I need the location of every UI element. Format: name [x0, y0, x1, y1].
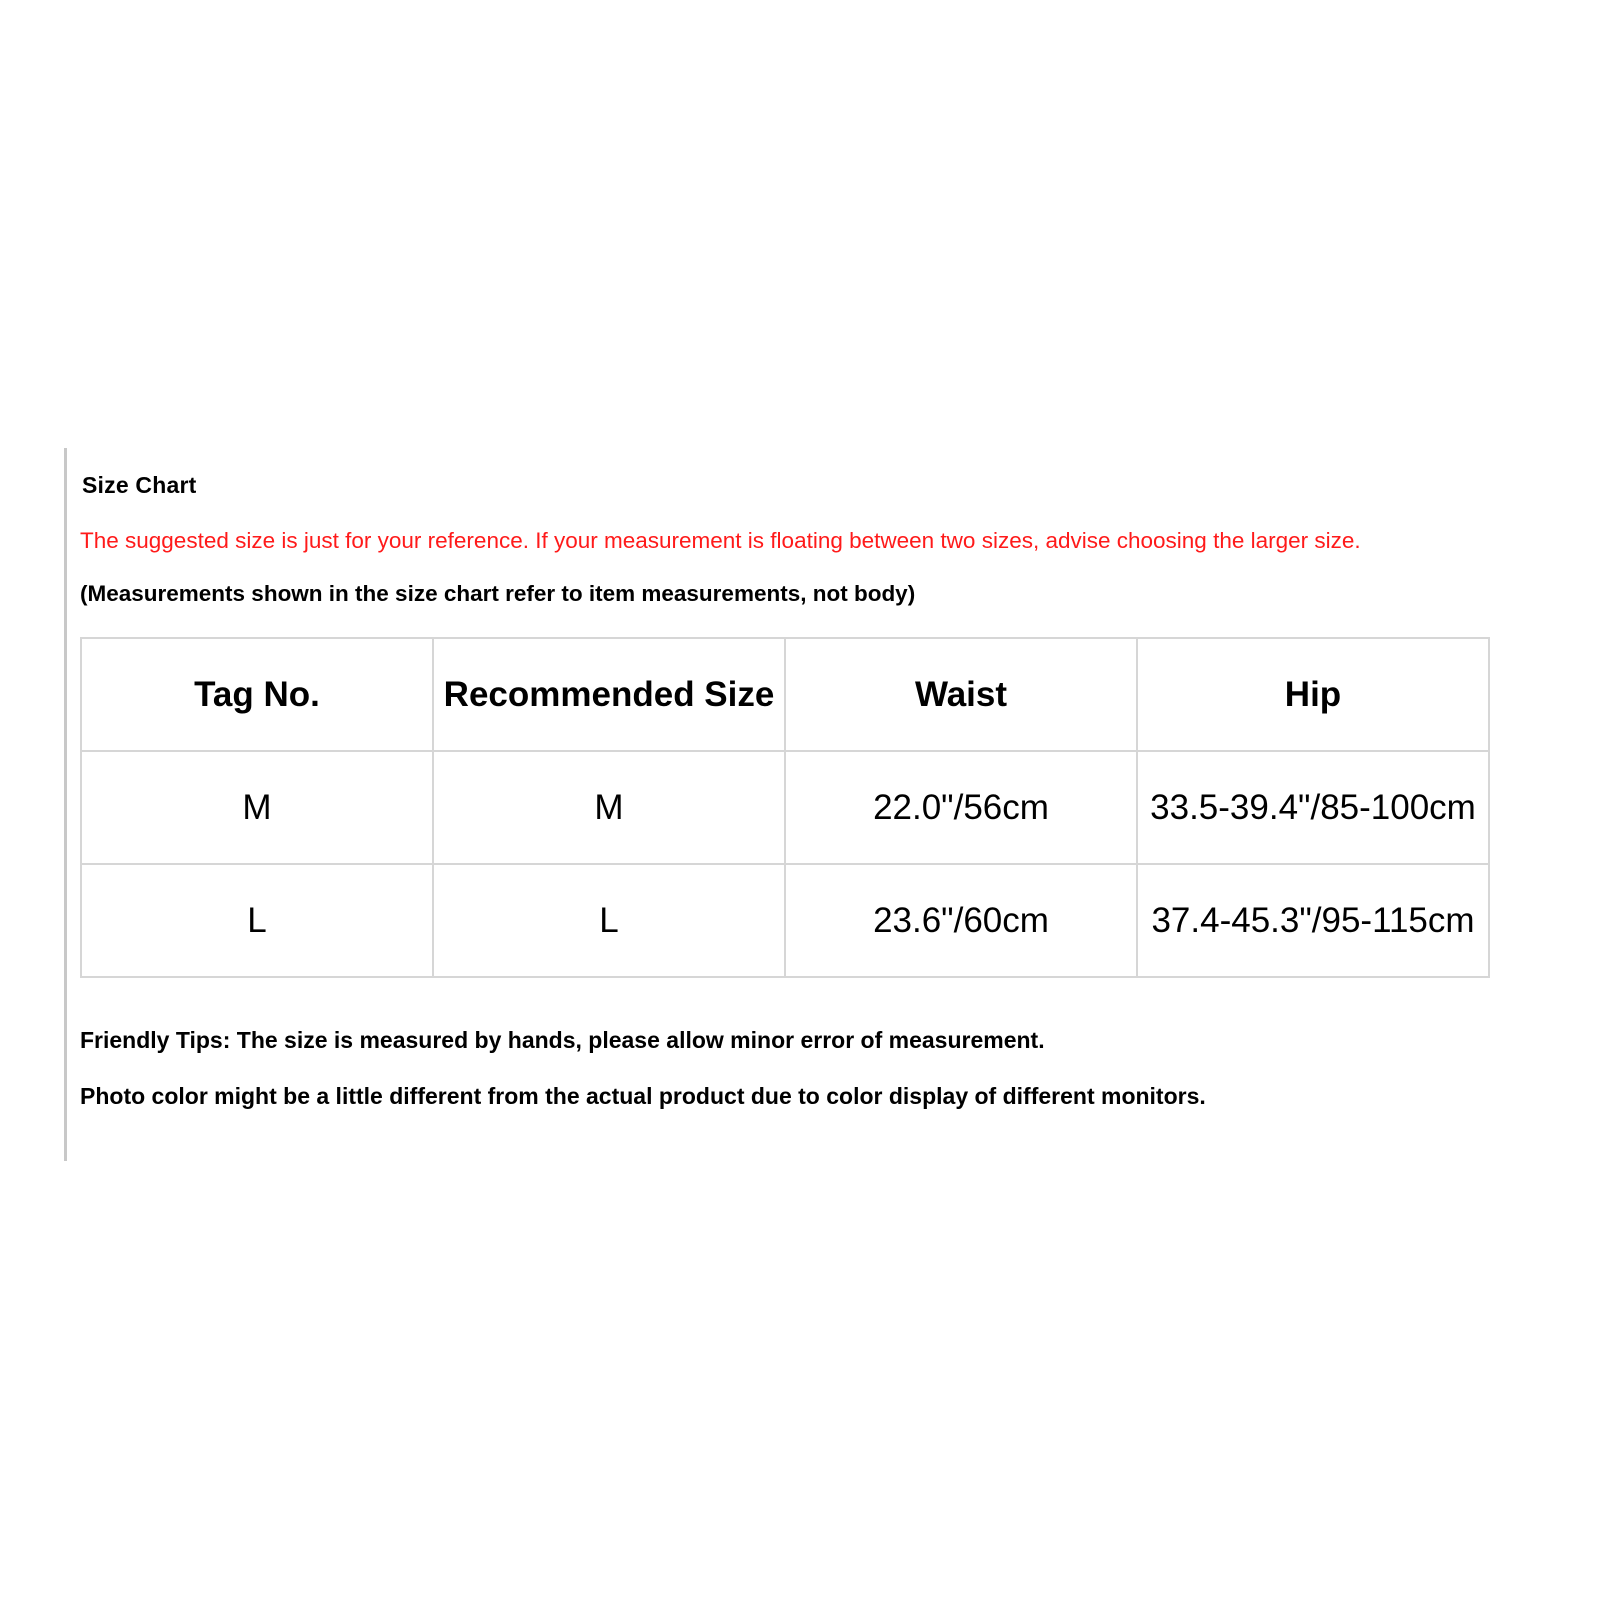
friendly-tips: Friendly Tips: The size is measured by hands, please allow minor error of measurement. [80, 1027, 1045, 1053]
table-header-row [81, 638, 1489, 751]
cell-waist: 22.0"/56cm [785, 751, 1137, 864]
measurement-note: (Measurements shown in the size chart refer to item measurements, not body) [80, 581, 916, 606]
size-chart-title: Size Chart [82, 472, 197, 498]
reference-note: The suggested size is just for your reference. If your measurement is floating between two sizes, advise choosing the larger size. [80, 528, 1361, 553]
table-row [81, 751, 1489, 864]
cell-tag-no: M [81, 751, 433, 864]
table-row [81, 864, 1489, 977]
cell-waist: 23.6"/60cm [785, 864, 1137, 977]
cell-recommended-size: M [433, 751, 785, 864]
header-tag-no: Tag No. [81, 638, 433, 751]
header-recommended-size: Recommended Size [433, 638, 785, 751]
size-table [80, 637, 1490, 978]
cell-hip: 37.4-45.3"/95-115cm [1137, 864, 1489, 977]
cell-tag-no: L [81, 864, 433, 977]
cell-hip: 33.5-39.4"/85-100cm [1137, 751, 1489, 864]
cell-recommended-size: L [433, 864, 785, 977]
header-waist: Waist [785, 638, 1137, 751]
header-hip: Hip [1137, 638, 1489, 751]
left-divider-rule [64, 448, 67, 1161]
photo-color-note: Photo color might be a little different from the actual product due to color display of different monitors. [80, 1083, 1206, 1109]
